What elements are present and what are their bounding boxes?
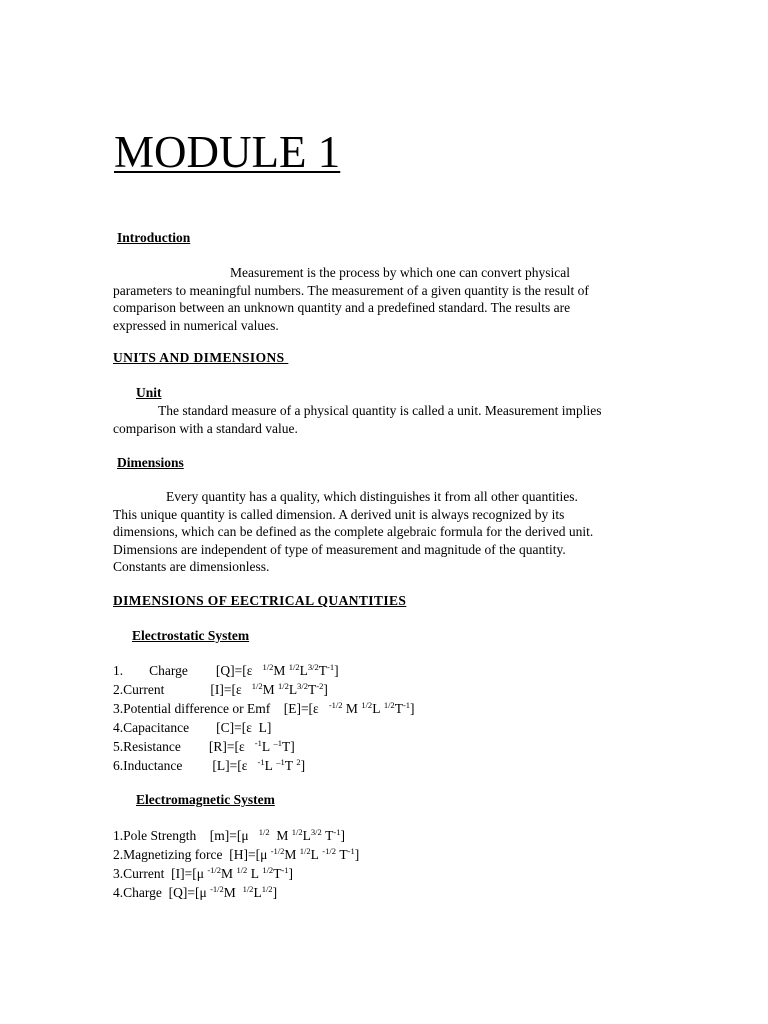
dimensions-line: dimensions, which can be defined as the complete algebraic formula for the derived unit. [113,524,594,539]
dimensions-heading: Dimensions [117,455,184,470]
dimensions-line: This unique quantity is called dimension. A derived unit is always recognized by its [113,506,565,522]
electrostatic-item: 6.Inductance [L]=[ε $^{-1}$L $^{-1}$T $^2$] [113,757,306,773]
introduction-heading: Introduction [117,230,191,245]
unit-paragraph [113,402,602,437]
electrostatic-item: 2.Current [I]=[ε $^{1/2}$M $^{1/2}L^{3/2}T^{-2}$] [113,681,328,697]
electrostatic-item: 3.Potential difference or Emf [E]=[ε $^{-1/2}$ M $^{1/2}$L $^{1/2}T^{-1}$] [113,700,415,716]
electromagnetic-item: 4.Charge [Q]=[μ $^{-1/2}$M $^{1/2}L^{1/2}$] [113,884,278,900]
electromagnetic-item: 1.Pole Strength [m]=[μ $^{1/2}$ M $^{1/2}L^{3/2}$ $T^{-1}$] [113,827,345,843]
intro-line: comparison between an unknown quantity and a predefined standard. The results are [113,300,571,315]
dimensions-line: Constants are dimensionless. [113,559,270,574]
intro-line: Measurement is the process by which one can convert physical [230,265,571,280]
intro-line: expressed in numerical values. [113,317,279,333]
electrostatic-item: 4.Capacitance [C]=[ε L] [113,720,272,735]
dimensions-line: Every quantity has a quality, which distinguishes it from all other quantities. [166,489,578,504]
unit-heading: Unit [136,385,162,400]
intro-line: parameters to meaningful numbers. The measurement of a given quantity is the result of [113,282,589,298]
dimensions-line: Dimensions are independent of type of measurement and magnitude of the quantity. [113,541,566,557]
electromagnetic-item: 2.Magnetizing force [H]=[μ $^{-1/2}$M $^{1/2}$L $^{-1/2}$ $T^{-1}$] [113,846,360,862]
electrostatic-item: 5.Resistance [R]=[ε $^{-1}$L $^{-1}$T] [113,738,295,754]
electromagnetic-heading: Electromagnetic System [136,792,275,807]
electrical-quantities-heading: DIMENSIONS OF EECTRICAL QUANTITIES [113,593,407,608]
unit-line: The standard measure of a physical quantity is called a unit. Measurement implies [158,403,602,418]
electrostatic-heading: Electrostatic System [132,628,250,643]
electrostatic-item: 1. Charge [Q]=[ε $^{1/2}$M $^{1/2}L^{3/2}T^{-1}$] [113,662,339,678]
dimensions-paragraph [113,488,593,576]
introduction-paragraph [113,264,589,334]
module-title: MODULE 1 [114,127,341,177]
units-dimensions-heading: UNITS AND DIMENSIONS [113,350,285,365]
electromagnetic-item: 3.Current [I]=[μ $^{-1/2}$M $^{1/2}$ L $^{1/2}T^{-1}$] [113,865,294,881]
unit-line: comparison with a standard value. [113,420,298,436]
